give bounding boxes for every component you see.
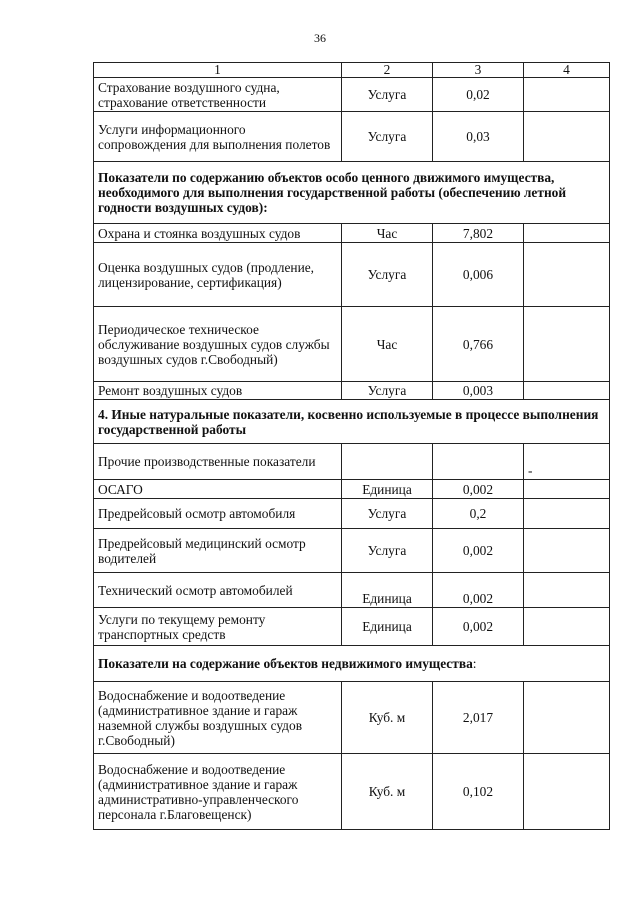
section-row (94, 646, 610, 682)
unit-cell (342, 444, 433, 480)
section-heading: Показатели по содержанию объектов особо ценного движимого имущества, необходимого для выполнения государственной работы (обеспечению летной годности воздушных судов): (94, 162, 610, 224)
indicator-name: Прочие производственные показатели (94, 444, 342, 480)
note-cell (524, 78, 610, 112)
value-cell: 0,002 (433, 529, 524, 573)
note-cell (524, 754, 610, 830)
indicator-name: Предрейсовый медицинский осмотр водителей (94, 529, 342, 573)
indicator-name: Периодическое техническое обслуживание воздушных судов службы воздушных судов г.Свободный) (94, 307, 342, 382)
table-row (94, 78, 610, 112)
section-heading: 4. Иные натуральные показатели, косвенно используемые в процессе выполнения государственной работы (94, 400, 610, 444)
value-cell: 7,802 (433, 224, 524, 243)
table-row (94, 682, 610, 754)
table-row (94, 754, 610, 830)
unit-cell: Услуга (342, 529, 433, 573)
note-cell (524, 382, 610, 400)
table-row (94, 243, 610, 307)
value-cell: 0,003 (433, 382, 524, 400)
indicator-name: Ремонт воздушных судов (94, 382, 342, 400)
indicator-name: Услуги по текущему ремонту транспортных средств (94, 608, 342, 646)
table-row (94, 112, 610, 162)
note-cell (524, 480, 610, 499)
table-row (94, 529, 610, 573)
note-cell (524, 608, 610, 646)
value-cell: 0,02 (433, 78, 524, 112)
table-row (94, 480, 610, 499)
note-cell (524, 243, 610, 307)
indicator-name: Охрана и стоянка воздушных судов (94, 224, 342, 243)
unit-cell: Куб. м (342, 682, 433, 754)
table-row (94, 573, 610, 608)
value-cell: 0,766 (433, 307, 524, 382)
page-number: 36 (314, 31, 326, 45)
value-cell: 0,006 (433, 243, 524, 307)
note-cell (524, 529, 610, 573)
table-row (94, 224, 610, 243)
indicators-table (93, 62, 610, 830)
header-cell: 2 (342, 63, 433, 78)
section-heading-suffix: : (472, 656, 477, 671)
value-cell: 0,2 (433, 499, 524, 529)
note-cell (524, 112, 610, 162)
value-cell: 0,102 (433, 754, 524, 830)
table-row (94, 444, 610, 480)
table-row (94, 499, 610, 529)
table-row (94, 608, 610, 646)
indicator-name: Оценка воздушных судов (продление, лицензирование, сертификация) (94, 243, 342, 307)
unit-cell: Услуга (342, 78, 433, 112)
section-row (94, 162, 610, 224)
unit-cell: Услуга (342, 243, 433, 307)
unit-cell: Единица (342, 608, 433, 646)
value-cell: 0,03 (433, 112, 524, 162)
section-heading-text: Показатели на содержание объектов недвижимого имущества (98, 656, 473, 671)
note-cell (524, 307, 610, 382)
note-cell (524, 499, 610, 529)
indicator-name: Водоснабжение и водоотведение (административное здание и гараж наземной службы воздушных судов г.Свободный) (94, 682, 342, 754)
indicator-name: Предрейсовый осмотр автомобиля (94, 499, 342, 529)
unit-cell: Час (342, 307, 433, 382)
table-row (94, 307, 610, 382)
section-heading (94, 646, 610, 682)
value-cell (433, 444, 524, 480)
value-cell: 2,017 (433, 682, 524, 754)
value-cell: 0,002 (433, 608, 524, 646)
indicator-name: Водоснабжение и водоотведение (административное здание и гараж административно-управленческого персонала г.Благовещенск) (94, 754, 342, 830)
note-cell (524, 682, 610, 754)
indicator-name: Страхование воздушного судна, страхование ответственности (94, 78, 342, 112)
header-cell: 1 (94, 63, 342, 78)
unit-cell: Услуга (342, 499, 433, 529)
note-cell (524, 224, 610, 243)
header-cell: 3 (433, 63, 524, 78)
unit-cell: Услуга (342, 112, 433, 162)
unit-cell: Услуга (342, 382, 433, 400)
indicator-name: Услуги информационного сопровождения для выполнения полетов (94, 112, 342, 162)
section-row (94, 400, 610, 444)
header-row (94, 63, 610, 78)
note-cell (524, 573, 610, 608)
unit-cell: Единица (342, 480, 433, 499)
note-cell: - (524, 444, 610, 480)
unit-cell: Час (342, 224, 433, 243)
table-row (94, 382, 610, 400)
indicator-name: Технический осмотр автомобилей (94, 573, 342, 608)
header-cell: 4 (524, 63, 610, 78)
indicator-name: ОСАГО (94, 480, 342, 499)
value-cell: 0,002 (433, 573, 524, 608)
unit-cell: Куб. м (342, 754, 433, 830)
unit-cell: Единица (342, 573, 433, 608)
value-cell: 0,002 (433, 480, 524, 499)
